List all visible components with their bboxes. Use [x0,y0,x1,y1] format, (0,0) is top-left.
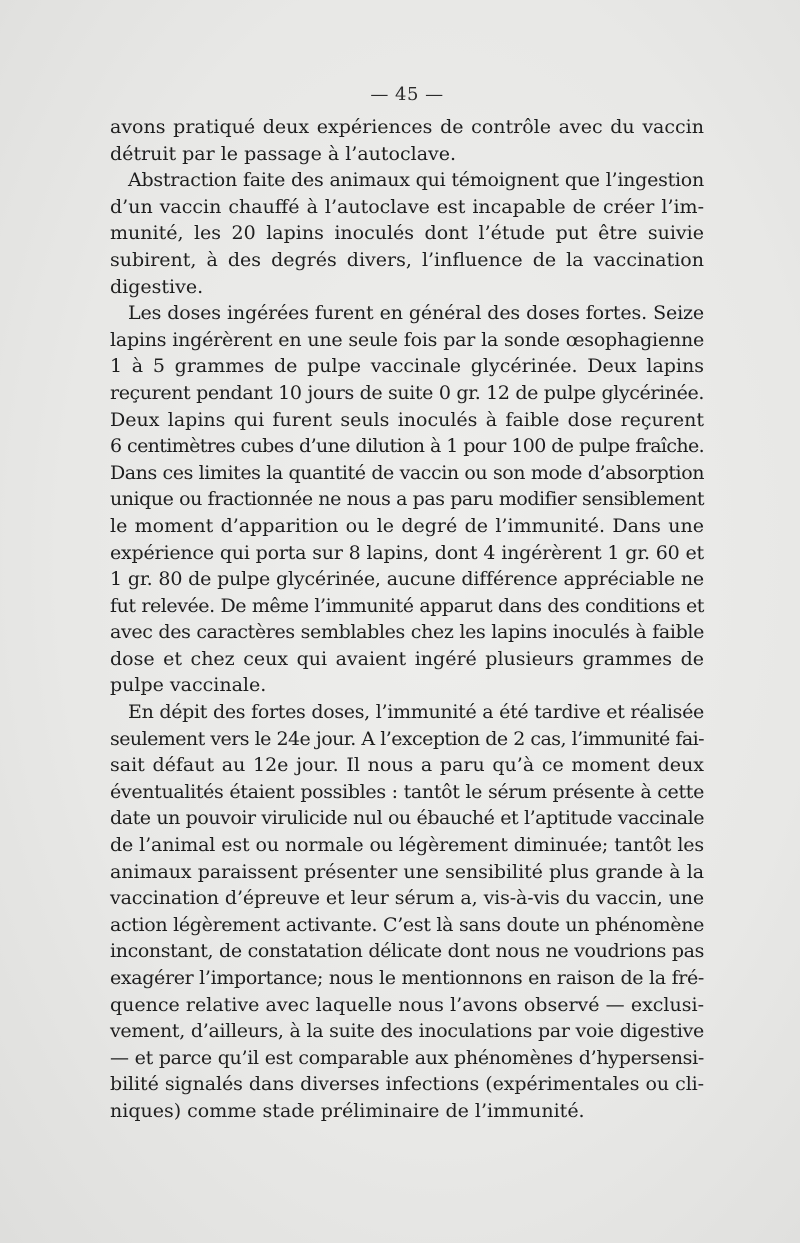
text-line: Les doses ingérées furent en général des doses fortes. Seize [128,302,704,325]
text-line: de l’animal est ou normale ou légèrement diminuée; tantôt les [110,834,704,857]
body-text [110,114,704,1125]
text-line: d’un vaccin chauffé à l’autoclave est incapable de créer l’im- [110,195,704,218]
text-line: bilité signalés dans diverses infections (expérimentales ou cli- [110,1073,704,1096]
text-line: — et parce qu’il est comparable aux phénomènes d’hypersensi- [110,1046,704,1069]
text-line: pulpe vaccinale. [110,674,267,697]
text-line: quence relative avec laquelle nous l’avons observé — exclusi- [110,993,704,1016]
page-number: — 45 — [370,84,444,105]
text-line: exagérer l’importance; nous le mentionnons en raison de la fré- [110,967,704,989]
text-line: fut relevée. De même l’immunité apparut dans des conditions et [110,594,704,617]
text-line: 1 gr. 80 de pulpe glycérinée, aucune différence appréciable ne [110,568,704,591]
text-line: vaccination d’épreuve et leur sérum a, vis-à-vis du vaccin, une [110,887,704,910]
text-line: animaux paraissent présenter une sensibilité plus grande à la [110,860,704,883]
text-line: 6 centimètres cubes d’une dilution à 1 pour 100 de pulpe fraîche. [110,435,704,458]
text-line: subirent, à des degrés divers, l’influence de la vaccination [110,248,704,271]
text-line: En dépit des fortes doses, l’immunité a été tardive et réalisée [128,701,704,724]
text-line: digestive. [110,275,204,298]
text-line: Deux lapins qui furent seuls inoculés à faible dose reçurent [110,408,704,431]
text-line: date un pouvoir virulicide nul ou ébauché et l’aptitude vaccinale [110,807,704,830]
text-line: Abstraction faite des animaux qui témoignent que l’ingestion [128,169,704,192]
text-line: inconstant, de constatation délicate dont nous ne voudrions pas [110,940,704,963]
text-line: le moment d’apparition ou le degré de l’immunité. Dans une [110,514,704,537]
text-line: niques) comme stade préliminaire de l’immunité. [110,1099,585,1122]
text-line: unique ou fractionnée ne nous a pas paru modifier sensiblement [110,488,704,511]
text-line: vement, d’ailleurs, à la suite des inoculations par voie digestive [110,1020,704,1043]
text-line: éventualités étaient possibles : tantôt le sérum présente à cette [110,780,704,803]
text-line: avec des caractères semblables chez les lapins inoculés à faible [110,621,704,644]
text-line: Dans ces limites la quantité de vaccin ou son mode d’absorption [110,461,704,484]
text-line: action légèrement activante. C’est là sans doute un phénomène [110,913,704,936]
text-line: reçurent pendant 10 jours de suite 0 gr. 12 de pulpe glycérinée. [110,381,704,404]
text-line: seulement vers le 24e jour. A l’exception de 2 cas, l’immunité fai- [110,727,704,750]
text-line: dose et chez ceux qui avaient ingéré plusieurs grammes de [110,647,704,670]
text-line: lapins ingérèrent en une seule fois par la sonde œsophagienne [110,328,704,351]
text-line: détruit par le passage à l’autoclave. [110,142,457,165]
text-line: sait défaut au 12e jour. Il nous a paru qu’à ce moment deux [110,754,704,777]
text-line: munité, les 20 lapins inoculés dont l’étude put être suivie [110,222,704,245]
text-line: avons pratiqué deux expériences de contrôle avec du vaccin [110,116,704,138]
text-line: 1 à 5 grammes de pulpe vaccinale glycérinée. Deux lapins [110,355,704,378]
text-line: expérience qui porta sur 8 lapins, dont 4 ingérèrent 1 gr. 60 et [110,541,704,564]
